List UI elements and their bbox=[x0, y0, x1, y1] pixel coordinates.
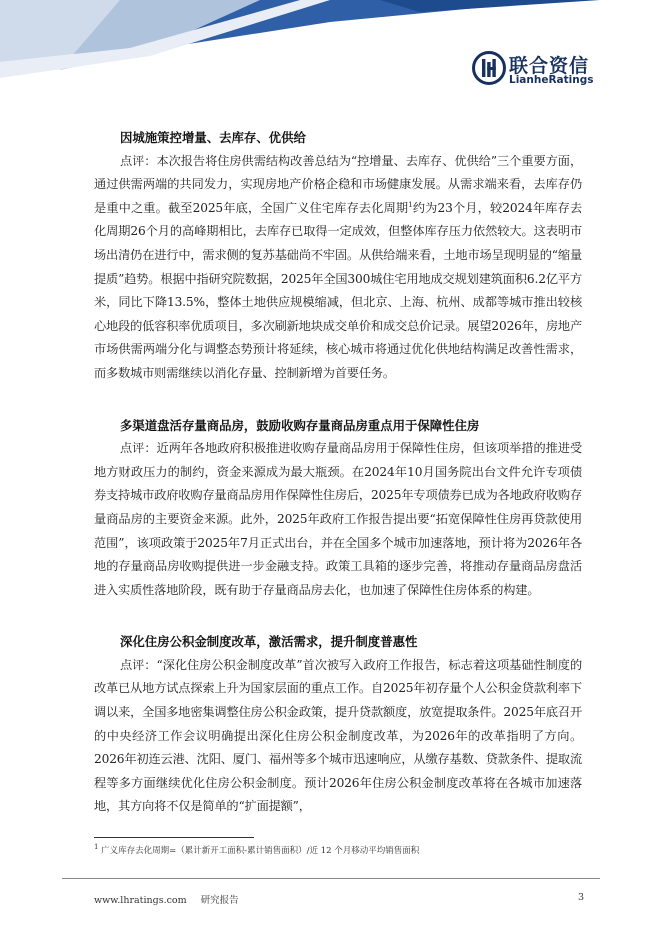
page-number: 3 bbox=[578, 892, 585, 903]
footer-label: 研究报告 bbox=[200, 895, 239, 906]
footer-info bbox=[94, 892, 239, 906]
section-paragraph: 点评：近两年各地政府积极推进收购存量商品房用于保障性住房，但该项举措的推进受地方财政压力的制约，资金来源成为最大瓶颈。在2024年10月国务院出台文件允许专项债券支持城市政府收购存量商品房用作保障性住房后，2025年专项债券已成为各地政府收购存量商品房的主要资金来源。此外，2025年政府工作报告提出要“拓宽保障性住房再贷款使用范围”，该项政策于2025年7月正式出台，并在全国多个城市加速落地，预计将为2026年各地的存量商品房收购提供进一步金融支持。政策工具箱的逐步完善，将推动存量商品房盘活进入实质性落地阶段，既有助于存量商品房去化，也加速了保障性住房体系的构建。 bbox=[94, 441, 582, 597]
section-stock-housing bbox=[94, 414, 582, 603]
section-paragraph bbox=[94, 150, 582, 386]
section-paragraph: 点评：“深化住房公积金制度改革”首次被写入政府工作报告，标志着这项基础性制度的改革已从地方试点探索上升为国家层面的重点工作。自2025年初存量个人公积金贷款利率下调以来，全国多地密集调整住房公积金政策，提升贷款额度，放宽提取条件。2025年底召开的中央经济工作会议明确提出深化住房公积金制度改革，为2026年的改革指明了方向。2026年初连云港、沈阳、厦门、福州等多个城市迅速响应，从缴存基数、贷款条件、提取流程等多方面继续优化住房公积金制度。预计2026年住房公积金制度改革将在各城市加速落地，其方向将不仅是简单的“扩面提额”， bbox=[94, 657, 582, 814]
logo-text-cn: 联合资信 bbox=[509, 55, 590, 77]
footnote-text: 广义库存去化周期=（累计新开工面积-累计销售面积）/近 12 个月移动平均销售面积 bbox=[101, 846, 420, 856]
section-heading: 多渠道盘活存量商品房，鼓励收购存量商品房重点用于保障性住房 bbox=[120, 417, 480, 433]
footnote-divider bbox=[94, 837, 254, 838]
company-logo bbox=[472, 51, 592, 91]
footnote-ref[interactable]: 1 bbox=[408, 200, 413, 209]
paragraph-text: 点评：本次报告将住房供需结构改善总结为“控增量、去库存、优供给”三个重要方面，通过供需两端的共同发力，实现房地产价格企稳和市场健康发展。从需求端来看，去库存仍是重中之重。截至2025年底，全国广义住宅库存去化周期 bbox=[94, 153, 582, 215]
footer-website-link[interactable]: www.lhratings.com bbox=[94, 895, 187, 906]
section-inventory bbox=[94, 126, 582, 386]
report-body bbox=[94, 126, 582, 847]
footer-divider bbox=[62, 878, 600, 879]
paragraph-text: 约为23个月，较2024年库存去化周期26个月的高峰期相比，去库存已取得一定成效，但整体库存压力依然较大。这表明市场出清仍在进行中，需求侧的复苏基础尚不牢固。从供给端来看，土地市场呈现明显的“缩量提质”趋势。根据中指研究院数据，2025年全国300城住宅用地成交规划建筑面积6.2亿平方米，同比下降13.5%，整体土地供应规模缩减，但北京、上海、杭州、成都等城市推出较核心地段的低容积率优质项目，多次刷新地块成交单价和成交总价记录。展望2026年，房地产市场供需两端分化与调整态势预计将延续，核心城市将通过优化供地结构满足改善性需求，而多数城市则需继续以消化存量、控制新增为首要任务。 bbox=[94, 200, 582, 380]
footnote-marker: 1 bbox=[94, 843, 99, 852]
footnote bbox=[94, 844, 419, 856]
lh-logo-icon bbox=[472, 51, 506, 85]
logo-text-en: LianheRatings bbox=[509, 74, 594, 86]
section-housing-fund bbox=[94, 630, 582, 819]
section-heading: 深化住房公积金制度改革，激活需求，提升制度普惠性 bbox=[120, 634, 418, 650]
section-heading: 因城施策控增量、去库存、优供给 bbox=[120, 130, 306, 145]
